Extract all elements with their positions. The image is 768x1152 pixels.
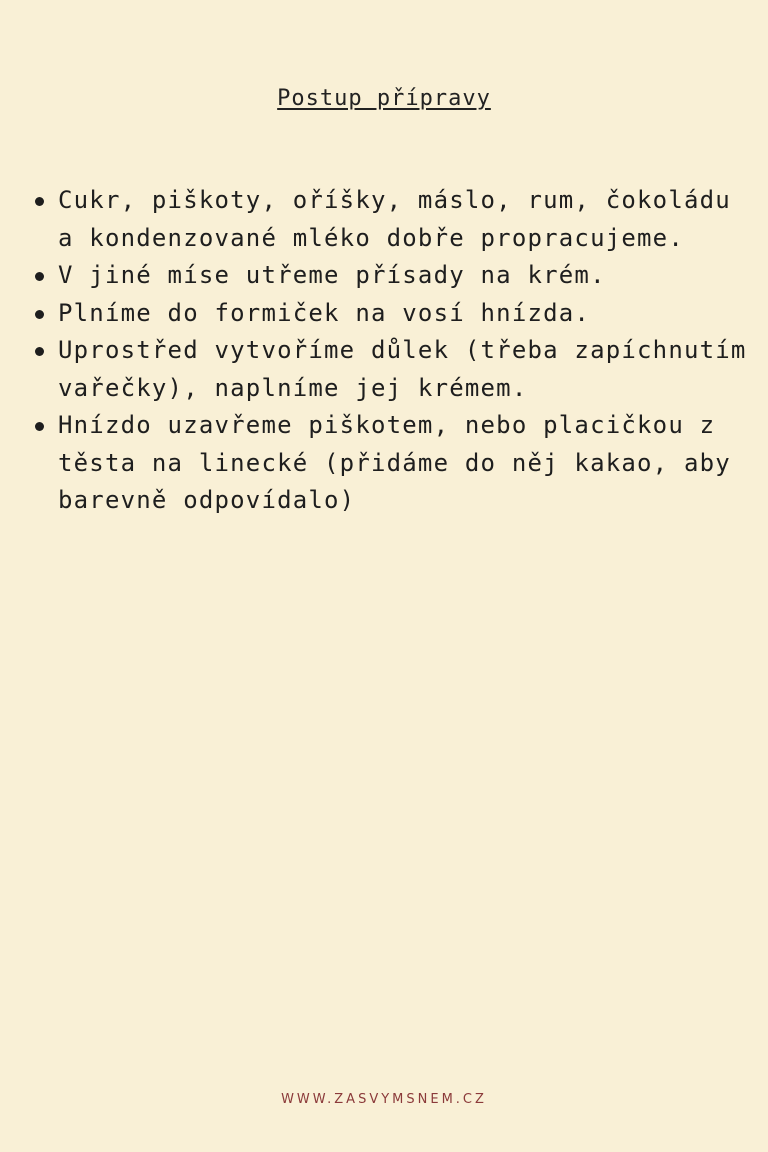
- step-text: V jiné míse utřeme přísady na krém.: [58, 261, 606, 289]
- bullet-icon: [35, 197, 44, 206]
- bullet-icon: [35, 272, 44, 281]
- step-text: Uprostřed vytvoříme důlek (třeba zapíchnutím vařečky), naplníme jej krémem.: [58, 336, 747, 402]
- page-title: Postup přípravy: [277, 86, 491, 111]
- list-item: [34, 182, 758, 257]
- step-text: Hnízdo uzavřeme piškotem, nebo placičkou z těsta na linecké (přidáme do něj kakao, aby barevně odpovídalo): [58, 411, 731, 514]
- website-footer: WWW.ZASVYMSNEM.CZ: [281, 1092, 487, 1107]
- bullet-icon: [35, 422, 44, 431]
- list-item: [34, 407, 758, 520]
- list-item: [34, 295, 758, 333]
- step-text: Cukr, piškoty, oříšky, máslo, rum, čokoládu a kondenzované mléko dobře propracujeme.: [58, 186, 731, 252]
- steps-list: [34, 182, 758, 520]
- list-item: [34, 332, 758, 407]
- bullet-icon: [35, 347, 44, 356]
- bullet-icon: [35, 310, 44, 319]
- step-text: Plníme do formiček na vosí hnízda.: [58, 298, 591, 327]
- list-item: [34, 257, 758, 295]
